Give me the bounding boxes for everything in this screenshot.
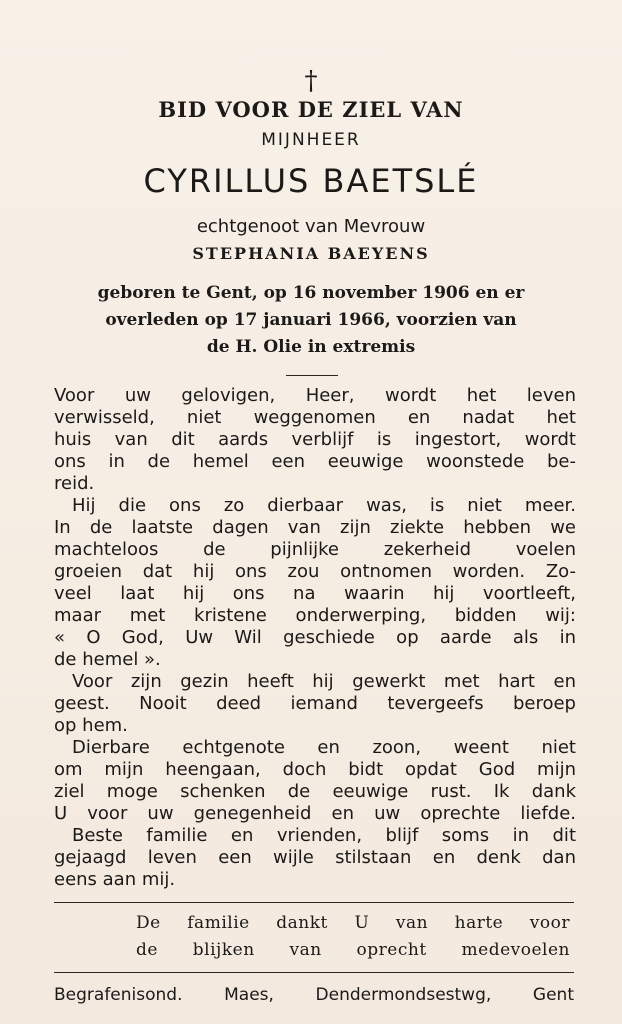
text-line: In de laatste dagen van zijn ziekte hebben we: [54, 517, 576, 538]
spouse-name: STEPHANIA BAEYENS: [192, 244, 430, 263]
text-line: geest. Nooit deed iemand tevergeefs beroep: [54, 693, 576, 714]
text-line: Voor zijn gezin heeft hij gewerkt met hart en: [72, 671, 576, 692]
undertaker-footer: Begrafenisond. Maes, Dendermondsestwg, Gent: [54, 985, 574, 1005]
text-line: machteloos de pijnlijke zekerheid voelen: [54, 539, 576, 560]
honorific: MIJNHEER: [261, 130, 361, 150]
family-thanks: [136, 910, 570, 964]
text-line: ziel moge schenken de eeuwige rust. Ik dank: [54, 781, 576, 802]
text-line: op hem.: [54, 715, 128, 736]
divider: [54, 972, 574, 973]
text-line: Hij die ons zo dierbaar was, is niet meer.: [72, 495, 576, 516]
text-line: Dierbare echtgenote en zoon, weent niet: [72, 737, 576, 758]
text-line: Voor uw gelovigen, Heer, wordt het leven: [54, 385, 576, 406]
thanks-line: De familie dankt U van harte voor: [136, 913, 570, 933]
memorial-text: [54, 385, 576, 891]
spouse-label: echtgenoot van Mevrouw: [196, 216, 426, 237]
prayer-heading: BID VOOR DE ZIEL VAN: [158, 97, 464, 122]
birth-death-line: geboren te Gent, op 16 november 1906 en er: [97, 283, 525, 303]
divider: [286, 375, 338, 376]
text-line: ons in de hemel een eeuwige woonstede be-: [54, 451, 576, 472]
text-line: huis van dit aards verblijf is ingestort, wordt: [54, 429, 576, 450]
text-line: reid.: [54, 473, 95, 494]
text-line: de hemel ».: [54, 649, 161, 670]
text-line: om mijn heengaan, doch bidt opdat God mijn: [54, 759, 576, 780]
divider: [54, 902, 574, 903]
text-line: eens aan mij.: [54, 869, 176, 890]
text-line: maar met kristene onderwerping, bidden wij:: [54, 605, 576, 626]
deceased-name: CYRILLUS BAETSLÉ: [143, 162, 479, 200]
text-line: verwisseld, niet weggenomen en nadat het: [54, 407, 576, 428]
birth-death-line: overleden op 17 januari 1966, voorzien van: [105, 310, 517, 330]
text-line: Beste familie en vrienden, blijf soms in dit: [72, 825, 576, 846]
text-line: U voor uw genegenheid en uw oprechte liefde.: [54, 803, 576, 824]
birth-death-line: de H. Olie in extremis: [206, 337, 416, 357]
birth-death-statement: [54, 280, 568, 361]
text-line: « O God, Uw Wil geschiede op aarde als in: [54, 627, 576, 648]
text-line: groeien dat hij ons zou ontnomen worden. Zo-: [54, 561, 576, 582]
text-line: gejaagd leven een wijle stilstaan en denk dan: [54, 847, 576, 868]
text-line: veel laat hij ons na waarin hij voortleeft,: [54, 583, 576, 604]
cross-icon: †: [304, 66, 318, 96]
thanks-line: de blijken van oprecht medevoelen: [136, 940, 570, 960]
